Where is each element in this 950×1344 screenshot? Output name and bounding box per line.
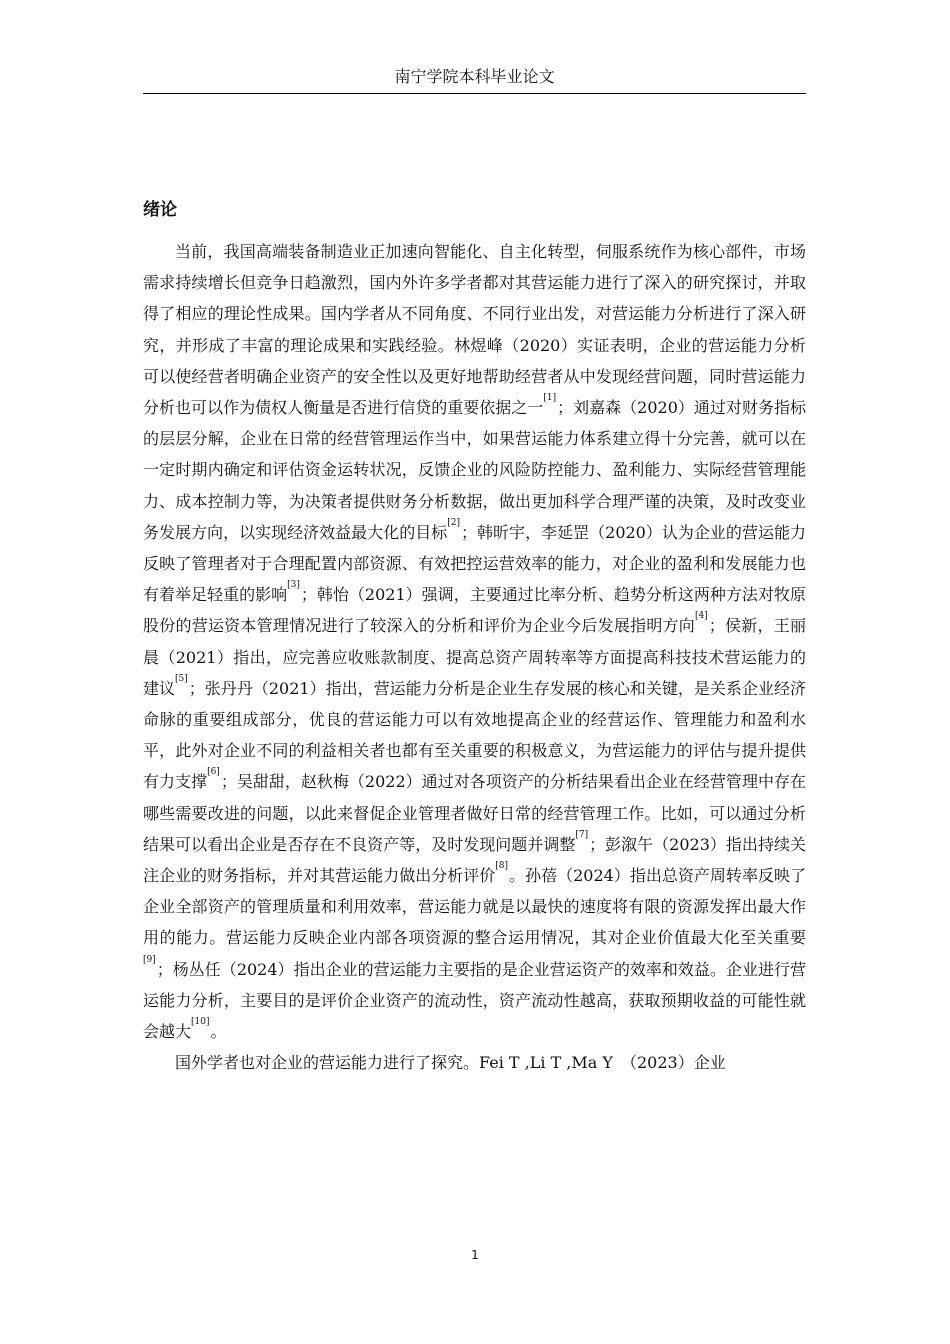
- paragraph-text: ；彭溆午（2023）指出持续关注企业的财务指标，并对其营运能力做出分析评价: [143, 834, 806, 886]
- body-text: [143, 236, 806, 1078]
- citation-mark: [8]: [495, 861, 509, 872]
- running-header: 南宁学院本科毕业论文: [394, 67, 555, 86]
- citation-mark: [7]: [575, 829, 589, 840]
- citation-mark: [5]: [175, 673, 188, 684]
- paragraph-1: [143, 236, 806, 1047]
- paragraph-text: 。: [210, 1022, 227, 1042]
- citation-mark: [3]: [287, 580, 300, 591]
- paragraph-2: [143, 1047, 806, 1078]
- paragraph-text: ；韩昕宇，李延罡（2020）认为企业的营运能力反映了管理者对于合理配置内部资源、有效把控运营效率的能力，对企业的盈利和发展能力也有着举足轻重的影响: [143, 522, 806, 605]
- paragraph-text: ；侯新，王丽晨（2021）指出，应完善应收账款制度、提高总资产周转率等方面提高科技技术营运能力的建议: [143, 616, 806, 698]
- paragraph-text: ；刘嘉森（2020）通过对财务指标的层层分解，企业在日常的经营管理运作当中，如果营运能力体系建立得十分完善，就可以在一定时期内确定和评估资金运转状况，反馈企业的风险防控能力、盈利能力、实际经营管理能力、成本控制力等，为决策者提供财务分析数据，做出更加科学合理严谨的决策，及时改变业务发展方向，以实现经济效益最大化的目标: [143, 398, 806, 542]
- header-divider: [143, 93, 806, 94]
- paragraph-text: ；吴甜甜，赵秋梅（2022）通过对各项资产的分析结果看出企业在经营管理中存在哪些需要改进的问题，以此来督促企业管理者做好日常的经营管理工作。比如，可以通过分析结果可以看出企业是否存在不良资产等，及时发现问题并调整: [143, 772, 806, 854]
- paragraph-text: ；杨丛任（2024）指出企业的营运能力主要指的是企业营运资产的效率和效益。企业进行营运能力分析，主要目的是评价企业资产的流动性，资产流动性越高，获取预期收益的可能性就会越大: [143, 959, 806, 1042]
- paragraph-text: 当前，我国高端装备制造业正加速向智能化、自主化转型，伺服系统作为核心部件，市场需求持续增长但竞争日趋激烈，国内外许多学者都对其营运能力进行了深入的研究探讨，并取得了相应的理论性成果。国内学者从不同角度、不同行业出发，对营运能力分析进行了深入研究，并形成了丰富的理论成果和实践经验。林煜峰（2020）实证表明，企业的营运能力分析可以使经营者明确企业资产的安全性以及更好地帮助经营者从中发现经营问题，同时营运能力分析也可以作为债权人衡量是否进行信贷的重要依据之一: [143, 242, 806, 418]
- citation-mark: [1]: [543, 393, 557, 404]
- page-number: 1: [471, 1248, 479, 1262]
- paragraph-text: 。孙蓓（2024）指出总资产周转率反映了企业全部资产的管理质量和利用效率，营运能力就是以最快的速度将有限的资源发挥出最大作用的能力。营运能力反映企业内部各项资源的整合运用情况，其对企业价值最大化至关重要: [143, 866, 806, 948]
- paragraph-text: 国外学者也对企业的营运能力进行了探究。Fei T ,Li T ,Ma Y （2023）企业: [175, 1053, 726, 1073]
- paragraph-text: ；韩怡（2021）强调，主要通过比率分析、趋势分析这两种方法对牧原股份的营运资本管理情况进行了较深入的分析和评价为企业今后发展指明方向: [143, 585, 806, 636]
- paragraph-text: ；张丹丹（2021）指出，营运能力分析是企业生存发展的核心和关键，是关系企业经济命脉的重要组成部分，优良的营运能力可以有效地提高企业的经营运作、管理能力和盈利水平，此外对企业不同的利益相关者也都有至关重要的积极意义，为营运能力的评估与提升提供有力支撑: [143, 678, 806, 792]
- citation-mark: [6]: [207, 767, 220, 778]
- citation-mark: [10]: [191, 1017, 210, 1028]
- citation-mark: [9]: [143, 954, 156, 965]
- section-heading: 绪论: [143, 200, 177, 220]
- citation-mark: [4]: [695, 611, 708, 622]
- citation-mark: [2]: [447, 517, 461, 528]
